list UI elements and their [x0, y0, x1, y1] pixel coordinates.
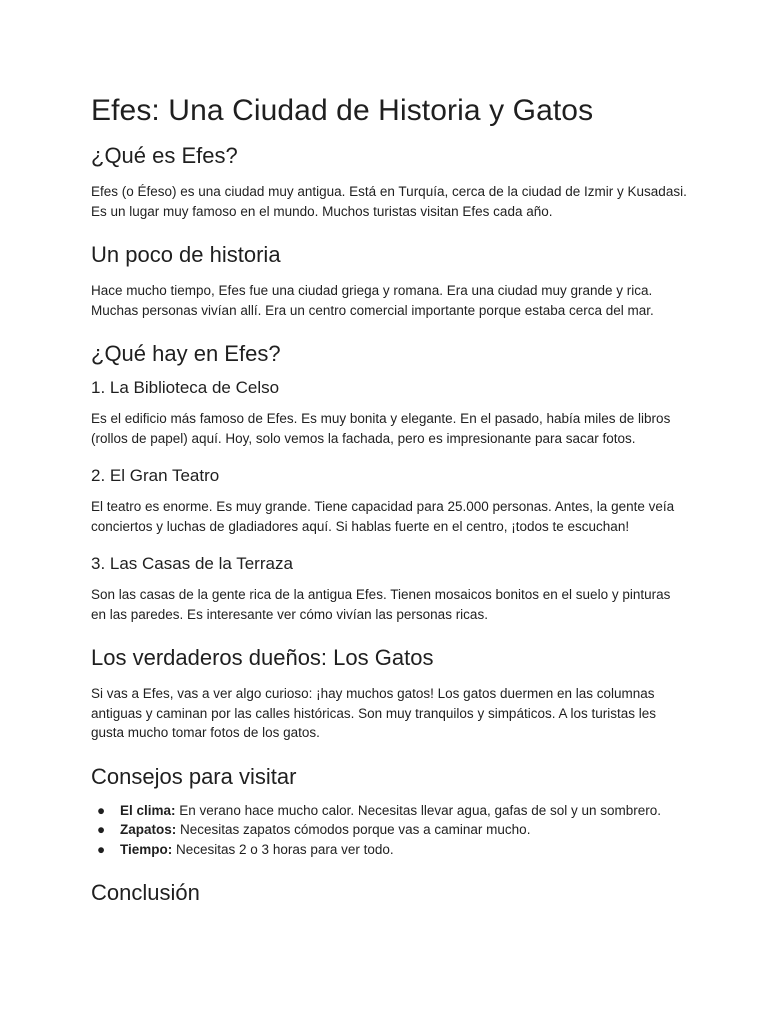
list-item: [91, 840, 688, 860]
paragraph-biblioteca: Es el edificio más famoso de Efes. Es muy bonita y elegante. En el pasado, había miles de libros (rollos de papel) aquí. Hoy, solo vemos la fachada, pero es impresionante para sacar fotos.: [91, 411, 671, 446]
heading-consejos: Consejos para visitar: [91, 763, 297, 789]
tip-term: El clima:: [120, 802, 176, 818]
subheading-biblioteca: 1. La Biblioteca de Celso: [91, 378, 280, 397]
bullet-icon: ●: [97, 802, 106, 818]
tip-term: Tiempo:: [120, 841, 173, 857]
tip-text: En verano hace mucho calor. Necesitas llevar agua, gafas de sol y un sombrero.: [175, 802, 662, 818]
tip-term: Zapatos:: [120, 822, 177, 837]
heading-gatos: Los verdaderos dueños: Los Gatos: [91, 645, 434, 670]
paragraph-que-es-efes: Efes (o Éfeso) es una ciudad muy antigua. Está en Turquía, cerca de la ciudad de Izmir y Kusadasi. Es un lugar muy famoso en el mundo. Muchos turistas visitan Efes cada año.: [91, 184, 687, 219]
tip-text: Necesitas zapatos cómodos porque vas a caminar mucho.: [176, 822, 531, 837]
paragraph-teatro: El teatro es enorme. Es muy grande. Tiene capacidad para 25.000 personas. Antes, la gente veía conciertos y luchas de gladiadores aquí. Si hablas fuerte en el centro, ¡todos te escuchan!: [91, 499, 675, 534]
heading-que-hay: ¿Qué hay en Efes?: [91, 341, 281, 366]
paragraph-historia: Hace mucho tiempo, Efes fue una ciudad griega y romana. Era una ciudad muy grande y rica. Muchas personas vivían allí. Era un centro comercial importante porque estaba cerca del mar.: [91, 283, 654, 318]
bullet-icon: ●: [97, 822, 106, 837]
subheading-casas-terraza: 3. Las Casas de la Terraza: [91, 554, 293, 573]
paragraph-casas-terraza: Son las casas de la gente rica de la antigua Efes. Tienen mosaicos bonitos en el suelo y pinturas en las paredes. Es interesante ver cómo vivían las personas ricas.: [91, 587, 671, 622]
heading-conclusion: Conclusión: [91, 880, 200, 905]
list-item: [91, 820, 688, 840]
list-item: [91, 801, 688, 821]
tips-list: [91, 801, 688, 860]
bullet-icon: ●: [97, 841, 106, 857]
document-title: Efes: Una Ciudad de Historia y Gatos: [91, 94, 594, 127]
paragraph-gatos: Si vas a Efes, vas a ver algo curioso: ¡hay muchos gatos! Los gatos duermen en las columnas antiguas y caminan por las calles históricas. Son muy tranquilos y simpáticos. A los turistas les gusta mucho tomar fotos de los gatos.: [91, 686, 657, 740]
heading-historia: Un poco de historia: [91, 242, 281, 267]
heading-que-es-efes: ¿Qué es Efes?: [91, 143, 238, 168]
tip-text: Necesitas 2 o 3 horas para ver todo.: [172, 841, 394, 857]
subheading-teatro: 2. El Gran Teatro: [91, 466, 220, 485]
